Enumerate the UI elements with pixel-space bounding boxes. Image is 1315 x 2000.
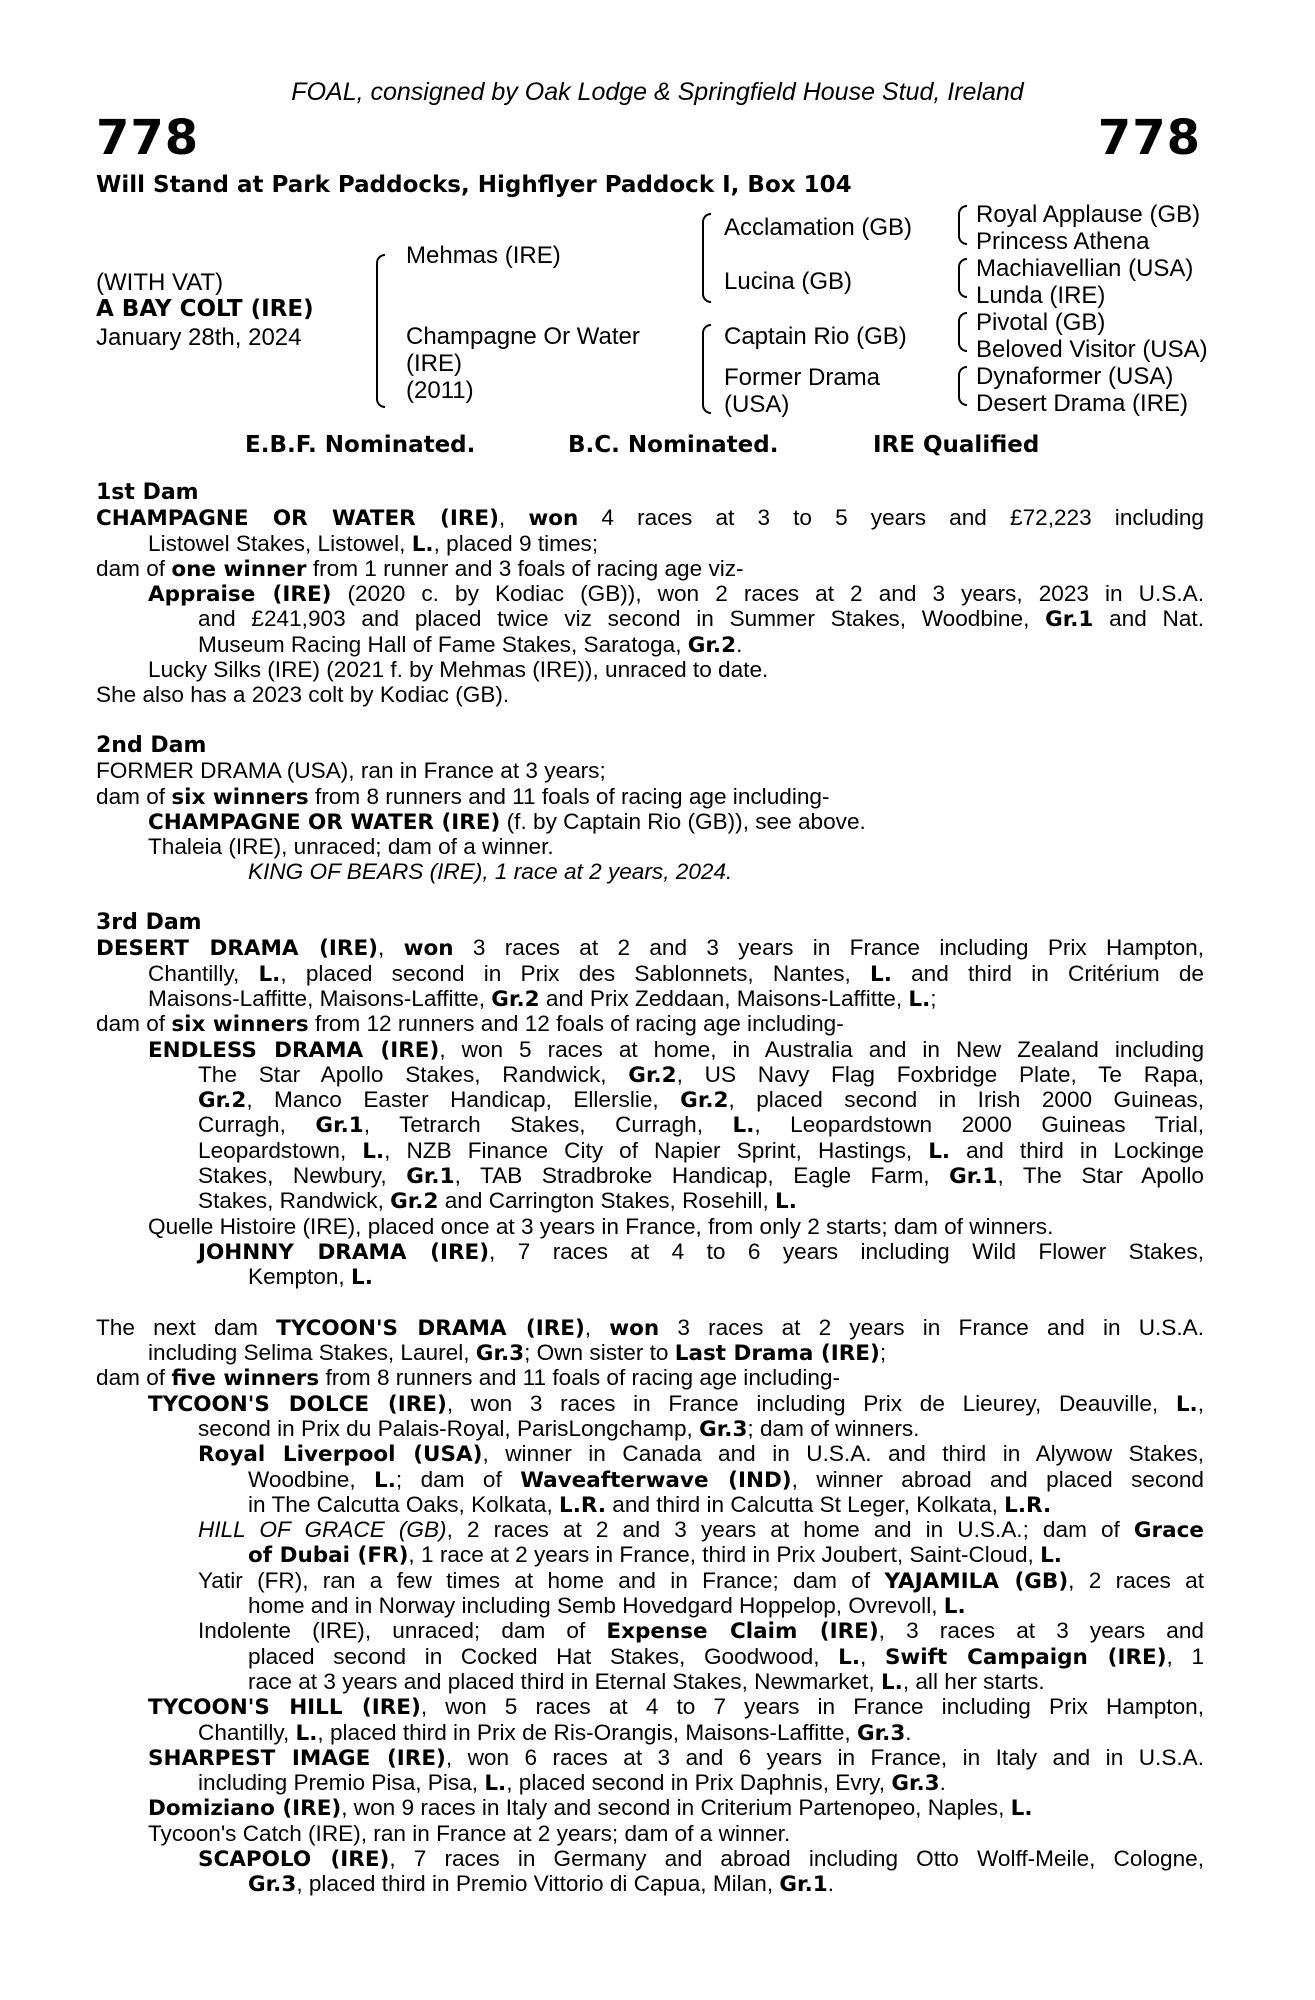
body-line (96, 1365, 1204, 1390)
text-run: . (736, 631, 743, 657)
text-run: and third in Lockinge (950, 1137, 1204, 1163)
text-run: dam of (96, 555, 172, 581)
text-run: Gr.3 (475, 1341, 525, 1367)
text-run: 4 races at 3 to 5 years and £72,223 including (578, 505, 1204, 531)
body-line (96, 1745, 1204, 1770)
dam-brace (702, 324, 711, 414)
body-line (96, 1315, 1204, 1340)
text-run: , 1 race at 2 years, 2024. (482, 859, 733, 885)
text-run: , 7 races at 4 to 6 years including Wild Flower Stakes, (489, 1238, 1204, 1264)
body-line (96, 1087, 1204, 1112)
text-run: Lucky Silks (IRE) (2021 f. by Mehmas (IRE)), unraced to date. (148, 657, 769, 683)
text-run: L. (374, 1467, 396, 1493)
text-run: from 8 runners and 11 foals of racing age including- (308, 783, 830, 809)
g3-brace-3 (958, 312, 967, 352)
text-run: , 2 races at (1068, 1567, 1204, 1593)
body-line (96, 1618, 1204, 1643)
text-run: Appraise (IRE) (148, 582, 332, 608)
body-line (96, 1138, 1204, 1163)
text-run: 3 races at 2 years in France and in U.S.A. (659, 1314, 1205, 1340)
text-run: Kempton, (248, 1264, 351, 1290)
text-run: TYCOON'S DOLCE (IRE) (148, 1391, 447, 1417)
body-line (96, 682, 1204, 707)
dam-line-3: (2011) (406, 377, 474, 404)
text-run: . (939, 1770, 946, 1796)
text-run: placed second in Cocked Hat Stakes, Goodwood, (248, 1643, 839, 1669)
text-run: CHAMPAGNE OR WATER (IRE) (148, 809, 501, 835)
text-run: Grace (1133, 1518, 1204, 1544)
text-run: Waveafterwave (IND) (520, 1467, 792, 1493)
text-run: Gr.3 (891, 1771, 940, 1797)
text-run: YAJAMILA (GB) (884, 1568, 1069, 1594)
text-run: Chantilly, (148, 960, 259, 986)
horse-name: A BAY COLT (IRE) (96, 296, 314, 322)
text-run: L. (838, 1644, 861, 1670)
text-run: and third in Calcutta St Leger, Kolkata, (606, 1491, 1005, 1517)
text-run: won (609, 1315, 660, 1341)
text-run: six winners (171, 784, 309, 810)
text-run: Gr.3 (699, 1416, 748, 1442)
text-run: , won 5 races at home, in Australia and in New Zealand including (439, 1036, 1205, 1062)
body-line (96, 1542, 1204, 1567)
text-run: , placed third in Prix de Ris-Orangis, Maisons-Laffitte, (317, 1719, 857, 1745)
body-line (96, 1441, 1204, 1466)
text-run: , placed third in Premio Vittorio di Capua, Milan, (296, 1871, 780, 1897)
text-run: L. (1040, 1543, 1062, 1569)
text-run: The next dam (96, 1314, 277, 1340)
text-run: JOHNNY DRAMA (IRE) (198, 1239, 490, 1265)
g3-ancestor-5: Pivotal (GB) (976, 309, 1106, 336)
body-line (96, 1011, 1204, 1036)
text-run: , (377, 935, 404, 961)
text-run: Gr.3 (248, 1872, 297, 1898)
body-line (96, 1568, 1204, 1593)
text-run: and £241,903 and placed twice viz second in Summer Stakes, Woodbine, (198, 606, 1046, 632)
text-run: Gr.2 (628, 1062, 677, 1088)
text-run: , won 6 races at 3 and 6 years in France, in Italy and in U.S.A. (445, 1744, 1205, 1770)
text-run: Stakes, Randwick, (198, 1188, 391, 1214)
body-line (96, 1669, 1204, 1694)
text-run: from 12 runners and 12 foals of racing age including- (308, 1011, 844, 1037)
text-run: KING OF BEARS (IRE) (248, 859, 483, 885)
text-run: Leopardstown, (198, 1137, 363, 1163)
body-line (96, 758, 1204, 783)
text-run: The Star Apollo Stakes, Randwick, (198, 1061, 629, 1087)
text-run: Gr.2 (390, 1189, 439, 1215)
body-line (96, 784, 1204, 809)
text-run: L. (1010, 1796, 1033, 1822)
text-run: , (860, 1643, 885, 1669)
text-run: Tycoon's Catch (IRE), ran in France at 2 years; dam of a winner. (148, 1820, 791, 1846)
text-run: FORMER DRAMA (USA), ran in France at 3 years; (96, 758, 606, 784)
text-run: and third in Critérium de (891, 960, 1204, 986)
g3-ancestor-7: Dynaformer (USA) (976, 363, 1174, 390)
body-line (96, 606, 1204, 631)
text-run: Maisons-Laffitte, Maisons-Laffitte, (148, 985, 492, 1011)
text-run: TYCOON'S HILL (IRE) (148, 1695, 421, 1721)
text-run: Woodbine, (248, 1466, 375, 1492)
lot-number-right: 778 (1097, 110, 1201, 166)
text-run: six winners (171, 1012, 309, 1038)
g3-brace-1 (958, 205, 967, 245)
pedigree-brace (376, 254, 385, 408)
text-run: Museum Racing Hall of Fame Stakes, Saratoga, (198, 631, 688, 657)
text-run: TYCOON'S DRAMA (IRE) (276, 1315, 585, 1341)
body-line (96, 961, 1204, 986)
body-line (96, 1821, 1204, 1846)
text-run: Swift Campaign (IRE) (884, 1644, 1167, 1670)
text-run: L. (732, 1113, 755, 1139)
text-run: HILL OF GRACE (GB) (198, 1517, 447, 1543)
text-run: . (905, 1719, 912, 1745)
body-line (96, 1795, 1204, 1820)
text-run: , placed second in Prix des Sablonnets, Nantes, (280, 960, 870, 986)
g3-ancestor-2: Princess Athena (976, 228, 1150, 255)
text-run: including Selima Stakes, Laurel, (148, 1340, 476, 1366)
text-run: , placed second in Irish 2000 Guineas, (728, 1087, 1204, 1113)
stand-location: Will Stand at Park Paddocks, Highflyer Paddock I, Box 104 (96, 172, 852, 198)
text-run: Gr.3 (856, 1720, 906, 1746)
text-run: 2nd Dam (96, 732, 207, 758)
text-run: Curragh, (198, 1112, 316, 1138)
body-line (96, 1846, 1204, 1871)
spacer (96, 885, 1204, 910)
text-run: Gr.1 (1045, 607, 1094, 633)
body-line (96, 935, 1204, 960)
body-line (96, 1517, 1204, 1542)
g3-brace-4 (958, 366, 967, 406)
text-run: won (403, 936, 454, 962)
body-line (96, 1037, 1204, 1062)
text-run: and Carrington Stakes, Rosehill, (438, 1188, 776, 1214)
body-line (96, 1112, 1204, 1137)
text-run: Indolente (IRE), unraced; dam of (198, 1618, 607, 1644)
spacer (96, 1290, 1204, 1315)
text-run: 3 races at 2 and 3 years in France including Prix Hampton, (453, 935, 1204, 961)
text-run: (2020 c. by Kodiac (GB)), won 2 races at 2 and 3 years, 2023 in U.S.A. (331, 581, 1204, 607)
text-run: Stakes, Newbury, (198, 1163, 407, 1189)
text-run: in The Calcutta Oaks, Kolkata, (248, 1491, 560, 1517)
body-line (96, 1416, 1204, 1441)
text-run: L. (943, 1594, 966, 1620)
text-run: Chantilly, (198, 1719, 296, 1745)
text-run: ; Own sister to (524, 1340, 675, 1366)
text-run: dam of (96, 1011, 172, 1037)
text-run: L. (870, 961, 892, 987)
text-run: one winner (171, 556, 307, 582)
text-run: , US Navy Flag Foxbridge Plate, Te Rapa, (676, 1061, 1204, 1087)
body-line (96, 809, 1204, 834)
text-run: Thaleia (IRE), unraced; dam of a winner. (148, 834, 554, 860)
body-line (96, 1467, 1204, 1492)
text-run: Gr.2 (491, 986, 540, 1012)
text-run: , The Star Apollo (997, 1163, 1204, 1189)
consignor-line: FOAL, consigned by Oak Lodge & Springfield House Stud, Ireland (291, 78, 1024, 106)
text-run: SHARPEST IMAGE (IRE) (148, 1745, 446, 1771)
body-line (96, 986, 1204, 1011)
body-line (96, 1239, 1204, 1264)
text-run: , 3 races at 3 years and (878, 1618, 1204, 1644)
text-run: , (498, 505, 529, 531)
foaling-date: January 28th, 2024 (96, 324, 302, 351)
text-run: Gr.2 (687, 632, 737, 658)
text-run: , Leopardstown 2000 Guineas Trial, (754, 1112, 1204, 1138)
text-run: , placed 9 times; (433, 530, 599, 556)
text-run: L. (484, 1771, 507, 1797)
text-run: including Premio Pisa, Pisa, (198, 1770, 485, 1796)
text-run: , Manco Easter Handicap, Ellerslie, (246, 1087, 681, 1113)
text-run: ; dam of winners. (747, 1415, 920, 1441)
text-run: Royal Liverpool (USA) (198, 1442, 483, 1468)
text-run: and Prix Zeddaan, Maisons-Laffitte, (539, 985, 909, 1011)
text-run: 1st Dam (96, 480, 199, 505)
text-run: , won 5 races at 4 to 7 years in France including Prix Hampton, (420, 1694, 1204, 1720)
sire-sire: Acclamation (GB) (724, 214, 913, 241)
text-run: L. (880, 1669, 903, 1695)
g3-ancestor-3: Machiavellian (USA) (976, 255, 1194, 282)
bc-nomination: B.C. Nominated. (568, 432, 779, 458)
text-run: Expense Claim (IRE) (606, 1619, 879, 1645)
text-run: five winners (171, 1366, 320, 1392)
text-run: (f. by Captain Rio (GB)), see above. (500, 808, 866, 834)
text-run: second in Prix du Palais-Royal, ParisLongchamp, (198, 1415, 700, 1441)
text-run: , winner in Canada and in U.S.A. and third in Alywow Stakes, (482, 1441, 1205, 1467)
body-line (96, 1214, 1204, 1239)
text-run: , winner abroad and placed second (791, 1466, 1204, 1492)
g3-ancestor-8: Desert Drama (IRE) (976, 390, 1189, 417)
section-heading (96, 733, 1204, 758)
text-run: Gr.1 (779, 1872, 828, 1898)
body-line (96, 1391, 1204, 1416)
text-run: dam of (96, 1365, 172, 1391)
g3-ancestor-6: Beloved Visitor (USA) (976, 336, 1208, 363)
body-line (96, 1593, 1204, 1618)
text-run: Gr.2 (680, 1088, 729, 1114)
body-line (96, 1340, 1204, 1365)
text-run: . (827, 1871, 834, 1897)
text-run: , TAB Stradbroke Handicap, Eagle Farm, (454, 1163, 950, 1189)
text-run: L. (928, 1138, 951, 1164)
body-line (96, 859, 1204, 884)
body-line (96, 1264, 1204, 1289)
ebf-nomination: E.B.F. Nominated. (245, 432, 476, 458)
body-line (96, 505, 1204, 530)
text-run: L.R. (559, 1492, 607, 1518)
text-run: , all her starts. (902, 1668, 1045, 1694)
text-run: home and in Norway including Semb Hovedgard Hoppelop, Ovrevoll, (248, 1593, 944, 1619)
dam-sire: Captain Rio (GB) (724, 323, 907, 350)
text-run: , (584, 1314, 610, 1340)
text-run: SCAPOLO (IRE) (198, 1847, 390, 1873)
text-run: L. (351, 1265, 373, 1291)
body-line (96, 1770, 1204, 1795)
text-run: , 1 (1166, 1643, 1205, 1669)
text-run: Last Drama (IRE) (674, 1341, 880, 1367)
body-line (96, 1644, 1204, 1669)
section-heading (96, 480, 1204, 505)
text-run: Gr.1 (406, 1164, 455, 1190)
body-line (96, 632, 1204, 657)
text-run: Listowel Stakes, Listowel, (148, 530, 412, 556)
sire-dam: Lucina (GB) (724, 268, 853, 295)
dam-line-1: Champagne Or Water (406, 323, 640, 350)
body-line (96, 1871, 1204, 1896)
text-run: dam of (96, 783, 172, 809)
spacer (96, 708, 1204, 733)
text-run: , 1 race at 2 years in France, third in Prix Joubert, Saint-Cloud, (408, 1542, 1041, 1568)
body-line (96, 1492, 1204, 1517)
text-run: , NZB Finance City of Napier Sprint, Hastings, (384, 1137, 929, 1163)
text-run: ; (879, 1340, 887, 1366)
text-run: L. (295, 1720, 318, 1746)
text-run: L. (362, 1138, 385, 1164)
body-line (96, 1163, 1204, 1188)
text-run: L.R. (1004, 1492, 1052, 1518)
body-line (96, 1188, 1204, 1213)
body-line (96, 1694, 1204, 1719)
body-line (96, 556, 1204, 581)
text-run: ENDLESS DRAMA (IRE) (148, 1037, 440, 1063)
text-run: 3rd Dam (96, 910, 202, 936)
text-run: Domiziano (IRE) (148, 1796, 342, 1822)
text-run: L. (1175, 1391, 1198, 1417)
vat-note: (WITH VAT) (96, 269, 224, 296)
dam-line-2: (IRE) (406, 350, 462, 377)
text-run: Gr.1 (949, 1164, 998, 1190)
text-run: DESERT DRAMA (IRE) (96, 936, 378, 962)
body-line (96, 834, 1204, 859)
catalogue-body (96, 480, 1204, 1897)
lot-number-left: 778 (96, 110, 200, 166)
text-run: L. (775, 1189, 797, 1215)
text-run: L. (258, 961, 281, 987)
text-run: Gr.1 (315, 1113, 364, 1139)
sire-brace (702, 213, 711, 303)
text-run: Quelle Histoire (IRE), placed once at 3 years in France, from only 2 starts; dam of winners. (148, 1213, 1054, 1239)
dam-dam-line-1: Former Drama (724, 364, 881, 391)
text-run: , won 3 races in France including Prix de Lieurey, Deauville, (446, 1390, 1176, 1416)
text-run: She also has a 2023 colt by Kodiac (GB). (96, 682, 510, 708)
dam-dam-line-2: (USA) (724, 391, 790, 418)
text-run: L. (908, 986, 931, 1012)
g3-brace-2 (958, 258, 967, 298)
text-run: Gr.2 (198, 1088, 247, 1114)
body-line (96, 1720, 1204, 1745)
ire-qualification: IRE Qualified (873, 432, 1040, 458)
text-run: Yatir (FR), ran a few times at home and in France; dam of (198, 1567, 885, 1593)
text-run: won (528, 506, 579, 532)
text-run: , (1197, 1390, 1205, 1416)
body-line (96, 531, 1204, 556)
text-run: CHAMPAGNE OR WATER (IRE) (96, 506, 499, 532)
body-line (96, 657, 1204, 682)
text-run: L. (411, 531, 434, 557)
text-run: , won 9 races in Italy and second in Criterium Partenopeo, Naples, (341, 1795, 1011, 1821)
text-run: race at 3 years and placed third in Eternal Stakes, Newmarket, (248, 1668, 881, 1694)
text-run: and Nat. (1093, 606, 1204, 632)
text-run: , placed second in Prix Daphnis, Evry, (506, 1770, 892, 1796)
g3-ancestor-1: Royal Applause (GB) (976, 201, 1201, 228)
body-line (96, 1062, 1204, 1087)
body-line (96, 581, 1204, 606)
text-run: from 8 runners and 11 foals of racing age including- (319, 1365, 841, 1391)
text-run: from 1 runner and 3 foals of racing age viz- (306, 555, 744, 581)
section-heading (96, 910, 1204, 935)
sire: Mehmas (IRE) (406, 242, 561, 269)
text-run: ; (930, 985, 937, 1011)
text-run: of Dubai (FR) (248, 1543, 409, 1569)
text-run: ; dam of (395, 1466, 521, 1492)
text-run: , 7 races in Germany and abroad including Otto Wolff-Meile, Cologne, (389, 1846, 1204, 1872)
text-run: , Tetrarch Stakes, Curragh, (363, 1112, 733, 1138)
g3-ancestor-4: Lunda (IRE) (976, 282, 1106, 309)
text-run: , 2 races at 2 and 3 years at home and in U.S.A.; dam of (446, 1517, 1134, 1543)
